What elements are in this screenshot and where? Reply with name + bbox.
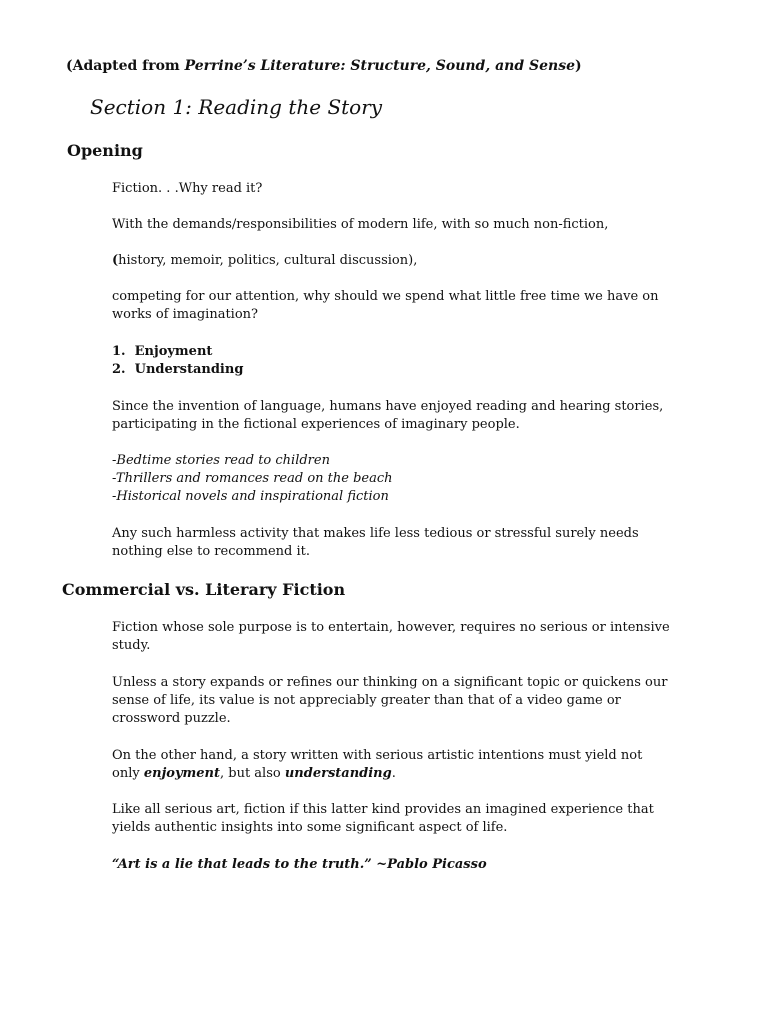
source-attribution: (Adapted from Perrine’s Literature: Structure, Sound, and Sense): [66, 58, 582, 74]
reason-list-item: 1. Enjoyment: [112, 344, 213, 359]
opening-question: Fiction. . .Why read it?: [112, 181, 263, 196]
example-item: -Historical novels and inspirational fiction: [112, 489, 389, 504]
opening-paragraph-4: Since the invention of language, humans have enjoyed reading and hearing stories, participating in the fictional experiences of imaginary people.: [112, 399, 664, 432]
example-item: -Thrillers and romances read on the beach: [112, 471, 393, 486]
section-title: Section 1: Reading the Story: [90, 95, 383, 119]
commercial-paragraph-4: Like all serious art, fiction if this latter kind provides an imagined experience that yields authentic insights into some significant aspect of life.: [112, 802, 654, 835]
picasso-quote: “Art is a lie that leads to the truth.” ~Pablo Picasso: [112, 857, 487, 872]
opening-paragraph-1: With the demands/responsibilities of modern life, with so much non-fiction,: [112, 217, 609, 232]
book-title: Perrine’s Literature: Structure, Sound, and Sense: [184, 58, 575, 74]
commercial-paragraph-3: On the other hand, a story written with serious artistic intentions must yield not only enjoyment, but also understanding.: [112, 748, 643, 781]
opening-paragraph-3: competing for our attention, why should we spend what little free time we have on works of imagination?: [112, 289, 659, 322]
opening-paragraph-5: Any such harmless activity that makes life less tedious or stressful surely needs nothing else to recommend it.: [112, 526, 639, 559]
opening-heading: Opening: [67, 141, 143, 160]
commercial-paragraph-2: Unless a story expands or refines our thinking on a significant topic or quickens our sense of life, its value is not appreciably greater than that of a video game or crossword puzzle.: [112, 675, 668, 726]
reason-list-item: 2. Understanding: [112, 362, 244, 377]
opening-paragraph-2: (history, memoir, politics, cultural discussion),: [112, 253, 418, 268]
commercial-heading: Commercial vs. Literary Fiction: [62, 580, 346, 599]
example-list: [112, 452, 393, 506]
example-item: -Bedtime stories read to children: [112, 453, 330, 468]
commercial-paragraph-1: Fiction whose sole purpose is to entertain, however, requires no serious or intensive study.: [112, 620, 670, 653]
